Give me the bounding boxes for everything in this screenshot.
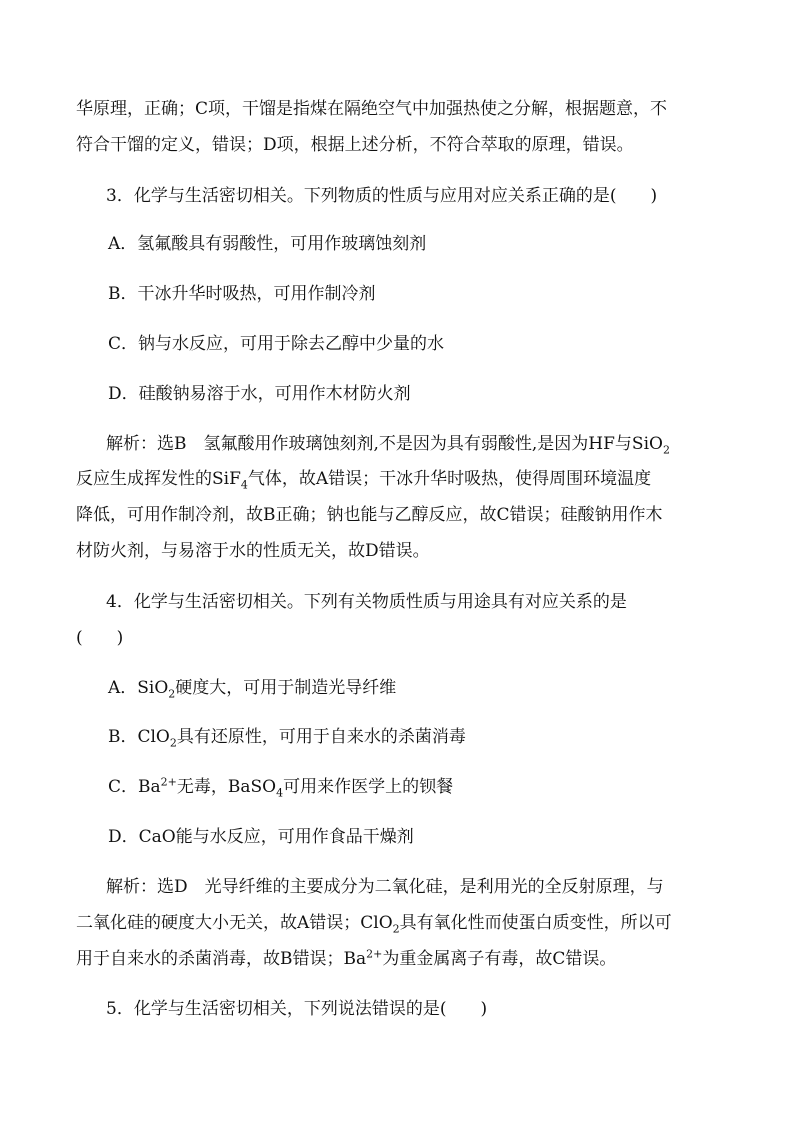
text: A．SiO (108, 678, 169, 698)
question-3-option-a: A．氢氟酸具有弱酸性，可用作玻璃蚀刻剂 (108, 234, 427, 254)
text: B．ClO (108, 727, 170, 747)
question-3-stem: 3．化学与生活密切相关。下列物质的性质与应用对应关系正确的是( ) (106, 186, 658, 206)
subscript: 2 (168, 687, 176, 701)
question-4-option-c (108, 775, 453, 799)
subscript: 4 (276, 786, 284, 800)
question-4-stem-line-1: 4．化学与生活密切相关。下列有关物质性质与用途具有对应关系的是 (106, 592, 627, 612)
superscript: 2+ (366, 947, 383, 961)
subscript: 2 (169, 736, 177, 750)
question-3-analysis-line-1 (106, 432, 670, 456)
question-3-analysis-line-3: 降低，可用作制冷剂，故B正确；钠也能与乙醇反应，故C错误；硅酸钠用作木 (76, 505, 663, 525)
text: 硬度大，可用于制造光导纤维 (175, 678, 397, 698)
question-3-analysis-line-2 (76, 467, 651, 491)
text: C．Ba (108, 777, 161, 797)
text: 可用来作医学上的钡餐 (283, 777, 454, 797)
subscript: 2 (392, 922, 400, 936)
question-4-stem-line-2: ( ) (76, 628, 124, 648)
question-3-option-c: C．钠与水反应，可用于除去乙醇中少量的水 (108, 334, 445, 354)
question-4-option-a (108, 676, 396, 700)
subscript: 4 (240, 478, 248, 492)
question-4-analysis-line-3 (76, 947, 616, 971)
text: 无毒，BaSO (176, 777, 277, 797)
text: 具有氧化性而使蛋白质变性，所以可 (399, 913, 672, 933)
superscript: 2+ (160, 775, 177, 789)
question-5-stem: 5．化学与生活密切相关，下列说法错误的是( ) (106, 999, 488, 1019)
question-4-option-d: D．CaO能与水反应，可用作食品干燥剂 (108, 827, 414, 847)
text: 用于自来水的杀菌消毒，故B错误；Ba (76, 949, 367, 969)
text: 为重金属离子有毒，故C错误。 (382, 949, 617, 969)
text: 反应生成挥发性的SiF (76, 469, 241, 489)
text: 解析：选B 氢氟酸用作玻璃蚀刻剂,不是因为具有弱酸性,是因为HF与SiO (106, 434, 663, 454)
question-4-analysis-line-1: 解析：选D 光导纤维的主要成分为二氧化硅，是利用光的全反射原理，与 (106, 877, 664, 897)
question-4-option-b (108, 725, 466, 749)
text: 二氧化硅的硬度大小无关，故A错误；ClO (76, 913, 393, 933)
prev-analysis-line-1: 华原理，正确；C项，干馏是指煤在隔绝空气中加强热使之分解，根据题意，不 (76, 99, 668, 119)
prev-analysis-line-2: 符合干馏的定义，错误；D项，根据上述分析，不符合萃取的原理，错误。 (76, 135, 634, 155)
text: 气体，故A错误；干冰升华时吸热，使得周围环境温度 (247, 469, 652, 489)
question-3-analysis-line-4: 材防火剂，与易溶于水的性质无关，故D错误。 (76, 541, 430, 561)
question-3-option-b: B．干冰升华时吸热，可用作制冷剂 (108, 284, 376, 304)
subscript: 2 (662, 443, 670, 457)
question-4-analysis-line-2 (76, 911, 672, 935)
text: 具有还原性，可用于自来水的杀菌消毒 (176, 727, 466, 747)
question-3-option-d: D．硅酸钠易溶于水，可用作木材防火剂 (108, 384, 411, 404)
